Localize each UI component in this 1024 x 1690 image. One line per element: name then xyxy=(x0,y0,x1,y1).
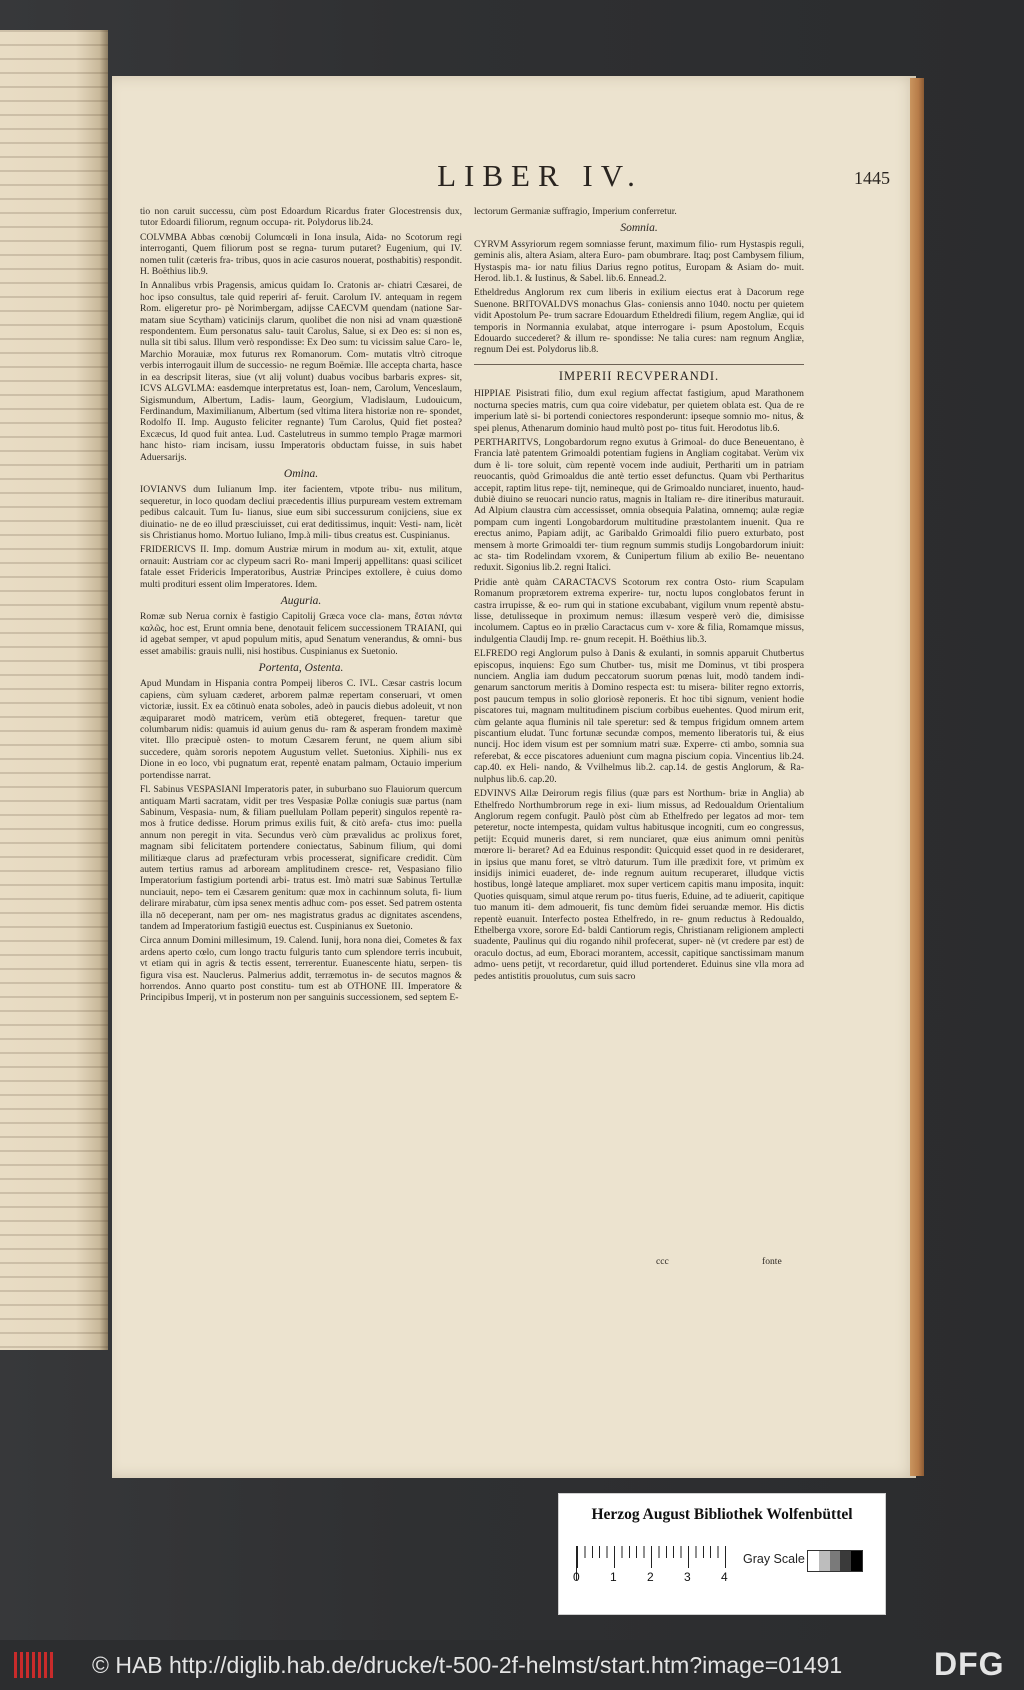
ruler-ticks xyxy=(577,1546,727,1568)
gray-scale-label: Gray Scale xyxy=(743,1552,805,1566)
right-text-column xyxy=(474,206,804,1356)
color-target-card xyxy=(558,1493,886,1615)
paragraph: Circa annum Domini millesimum, 19. Calend. Iunij, hora nona diei, Cometes & fax ardens aperto cœlo, cum longo tractu fulguris tanto cum splendore terris incubuit, vt etiam qui in agris & tectis essent, terrerentur. Euanescente hiatu, serpen- tis figura visa est. Nauclerus. Palmerius addit, terræmotus in- de secutos magnos & horrendos. Anno quarto post constitu- tum est ab OTHONE III. Imperatore & Principibus Imperij, vt in posterum non per sanguinis successionem, sed septem E- xyxy=(140,935,462,1004)
ruler-number: 0 xyxy=(573,1570,580,1584)
paragraph: lectorum Germaniæ suffragio, Imperium conferretur. xyxy=(474,206,677,217)
ruler-number: 2 xyxy=(647,1570,654,1584)
page-fore-edge xyxy=(910,78,924,1476)
paragraph: ELFREDO regi Anglorum pulso à Danis & exulanti, in somnis apparuit Chutbertus episcopus, inquiens: Ego sum Chutber- tus, misit me Dominus, vt tibi prospera nunciem. Anglia iam dudum peccatorum suorum pœnas luit, modò tandem indi- genarum sanctorum meritis à Domino respecta est: tu misera- biliter regno extorris, post paucum tempus in solio gloriosè reponeris. Et hoc tibi signum, venient hodie piscatores tui, magnam multitudinem piscium corbibus euehentes. Quod mirum erit, cùm gelante aqua fluminis nil tale speretur: sed & tempus frigidum omnem artem piscantium eludat. Tunc fortunæ secundæ compos, memento liberatoris tui, & eius nuncij. Hoc idem visum est per somnium matri suæ. Experre- cti ambo, somnia sua referebat, & ecce piscatores adueniunt cum magna piscium copia. Vincentius lib.24. cap.40. ex Heli- nando, & Vvilhelmus lib.2. cap.14. de gestis Anglorum, & Ra- nulphus lib.6. cap.20. xyxy=(474,648,804,785)
institution-name: Herzog August Bibliothek Wolfenbüttel xyxy=(591,1506,853,1523)
paragraph: IOVIANVS dum Iulianum Imp. iter facientem, vtpote tribu- nus militum, sequeretur, in loco quodam decliui præcedentis illius purpuream vestem extremam pedibus calcauit. Tum Iu- lianus, siue eum sibi successurum conijciens, siue ex diuinatio- ne de eo illud præsciuisset, cui erat deditissimus, inquit: Vesti- nam, licèt sis Christianus homo. Mortuo Iuliano, Imp.à mili- tibus creatus est. Cuspinianus. xyxy=(140,484,462,541)
facing-page-edge xyxy=(0,30,108,1350)
source-url[interactable]: © HAB http://diglib.hab.de/drucke/t-500-2f-helmst/start.htm?image=01491 xyxy=(92,1652,843,1678)
paragraph: Pridie antè quàm CARACTACVS Scotorum rex contra Osto- rium Scapulam Romanum proprætorem extrema experire- tur, noctu lupos conglobatos ferunt in castra irrupisse, & eo- rum qui in statione excubabant, vigilum vnum repentè abstu- lisse, detulisseque in proximum nemus: illæsum vesperè verò die, dimisisse incolumem. Captus eo in prælio Caractacus cum v- xore & filia, Romamque missus, indulgentia Claudij Imp. re- gnum recepit. H. Boëthius lib.3. xyxy=(474,576,804,645)
gray-swatch-patch xyxy=(840,1551,851,1571)
page-header xyxy=(112,158,916,198)
facing-page-text-lines xyxy=(0,30,108,1350)
gray-swatch-patch xyxy=(808,1551,819,1571)
paragraph: HIPPIAE Pisistrati filio, dum exul regium affectat fastigium, apud Marathonem nocturna species matris, cum qua coire videbatur, per quietem oblata est. Qua de re imperium latè si- bi portendi coniectores responderunt: ipseque somnio mo- nitus, & spei plenus, Athenarum dominio haud multò post po- titus fuit. Herodotus lib.6. xyxy=(474,388,804,434)
catchword: fonte xyxy=(762,1256,782,1267)
ruler-number: 1 xyxy=(610,1570,617,1584)
running-title: LIBER IV. xyxy=(437,158,643,193)
page-number: 1445 xyxy=(854,168,890,188)
gray-swatch-patch xyxy=(851,1551,862,1571)
paragraph: EDVINVS Allæ Deirorum regis filius (quæ pars est Northum- briæ in Anglia) ab Ethelfredo Northumbrorum rege in exi- lium missus, ad Redoualdum Orientalium Anglorum regem confugit. Paulò pòst cùm ab Ethelfredo per legatos ad mor- tem peteretur, nocte intempesta, quidam vultus habitusque incogniti, cum eo congressus, petijt: Ecquid muneris daret, si rem nunciaret, quæ eius animum omni penitùs mœrore li- beraret? Ad ea Eduinus respondit: Quicquid esset quod in re desideraret, in ipsius que manu foret, se vltrò daturum. Tum ille prædixit fore, vt primùm ex insidijs inimici euaderet, de- inde regnum auitum recuperaret, illudque victis hostibus, longè lateque ampliaret. mox super verticem capitis manu imposita, inquit: Quoties quisquam, simul atque rerum po- titus fueris, Eduine, ad te adiuerit, capitique tuo manum iti- dem admouerit, fis tunc demùm fidei seruandæ memor. His dictis repentè euanuit. Interfecto postea Ethelfredo, in re- gnum reductus à Redoualdo, Ethelberga vxore, sorore Ed- baldi Cantiorum regis, Christianam religionem amplecti suadente, Paulinus qui diu rogando nihil profecerat, super- nè (vt credere par est) de oraculo doctus, ad eum, Eboraci morantem, accessit, capitique sanctissimam manum admo- uens petijt, vt recordaretur, quid illud portenderet. Eduinus sine vlla mora ad pedes antistitis prouolutus, cum suis sacro xyxy=(474,788,804,982)
viewer-footer xyxy=(0,1640,1024,1690)
section-heading: Omina. xyxy=(283,467,319,480)
signature-mark: ccc xyxy=(656,1256,669,1267)
gray-swatch-patch xyxy=(830,1551,841,1571)
paragraph: Romæ sub Nerua cornix è fastigio Capitolij Græca voce cla- mans, ἔσται πάντα καλῶς, hoc est, Erunt omnia bene, denotauit felicem successionem TRAIANI, qui id agebat semper, vt apud populum mitis, apud Senatum venerandus, & omni- bus esset amabilis: grauis nulli, nisi hostibus. Cuspinianus ex Suetonio. xyxy=(140,611,462,657)
paragraph: COLVMBA Abbas cœnobij Columcœli in Iona insula, Aida- no Scotorum regi interroganti, Quem filiorum post se regna- turum putaret? Eugenium, qui IV. nomen tulit (cæteris fra- tribus, quos in acie casuros nouerat, posthabitis) respondit. H. Boëthius lib.9. xyxy=(140,231,462,278)
paragraph: Etheldredus Anglorum rex cum liberis in exilium eiectus erat à Dacorum rege Suenone. BRITOVALDVS monachus Glas- coniensis anno 1040. noctu per quietem vidit Apostolum Pe- trum sacrare Edouardum Etheldredi filium, regem Angliæ, qui id temporis in Normannia exulabat, atque interrogare i- psum Apostolum, Ecquis Edouardo succederet? & illum re- spondisse: Ne talia cures: nam regnum Angliæ, regnum Dei est. Polydorus lib.8. xyxy=(474,287,804,356)
paragraph: CYRVM Assyriorum regem somniasse ferunt, maximum filio- rum Hystaspis reguli, geminis alis, altera Asiam, altera Euro- pam obumbrare. Itaq; post Cambysem filium, Hystaspis ma- ior natu filius Darius regno potitus, Europam & Asiam do- muit. Herod. lib.1. & Iustinus, & Sabel. lib.6. Ennead.2. xyxy=(474,238,804,285)
ruler-numbers xyxy=(573,1570,733,1584)
ruler-number: 4 xyxy=(721,1570,728,1584)
gray-scale-swatch xyxy=(807,1550,863,1572)
paragraph: Apud Mundam in Hispania contra Pompeij liberos C. IVL. Cæsar castris locum capiens, cùm syluam cæderet, arborem palmæ repertam conseruari, vt omen victoriæ, iussit. Ex ea cōtinuò enata soboles, adeò in paucis diebus adoleuit, vt non æquipararet modò matricem, verùm etiā obtegeret, frequen- taretur que columbarum nidis: quamuis id auium genus du- ram & asperam frondem maximè vitet. Illo præcipuè osten- to motum Cæsarem ferunt, ne quem alium sibi succedere, quàm sororis nepotem Augustum vellet. Suetonius. Xiphili- nus ex Dione in eo loco, vbi pugnatum erat, repentè enatam palmam, Octauio imperium portendisse narrat. xyxy=(140,678,462,781)
paragraph: In Annalibus vrbis Pragensis, amicus quidam Io. Cratonis ar- chiatri Cæsarei, de hoc ipso consultus, tale quid reperiri af- feruit. Carolum IV. antequam in regem Rom. eligeretur pro- pè Norimbergam, adijsse CAECVM quendam (natione Sar- matam siue Scytham) vaticinijs clarum, quolibet die non nisi ad vnam quæstionē respondentem. Eum personatus salu- tauit Carolus, Salue, si ex Deo es: si non es, nulla sit tibi salus. Illum verò respondisse: Ex Deo sum: tu vicissim salue Caro- le, Marchio Morauiæ, mox futurus rex Romanorum. Com- mutatis vltrò citroque verbis interrogauit illum de successio- ne regum Boëmiæ. Ille accepta charta, hasce in ea descripsit literas, siue (vt alij volunt) duabus vocibus barbaris expres- sit, ICVS ALGVLMA: easdemque interpretatus est, Ioan- nem, Carolum, Venceslaum, Sigismundum, Albertum, Ladis- laum, Georgium, Vladislaum, Ludouicum, Ferdinandum, Maximilianum, Albertum (sed vltima litera historiæ non re- spondet, Rodolfo II. Imp. Augusto feliciter regnante) Tum Carolus, Quid fiet postea? Excæcus, Id quod fuit antea. Lud. Castelutreus in summo templo Pragæ marmori hanc histo- riam incisam, iussu Imperatoris obductam fuisse, in suis habet Aduersarijs. xyxy=(140,280,462,463)
dfg-logo: DFG xyxy=(934,1646,1005,1682)
left-text-column xyxy=(140,206,462,1356)
section-heading: Auguria. xyxy=(280,595,322,607)
section-heading-major: IMPERII RECVPERANDI. xyxy=(474,364,804,382)
section-heading: Portenta, Ostenta. xyxy=(258,662,344,675)
section-heading: Somnia. xyxy=(620,222,658,235)
hab-logo-icon xyxy=(14,1652,54,1678)
book-page xyxy=(112,76,916,1478)
paragraph: FRIDERICVS II. Imp. domum Austriæ mirum in modum au- xit, extulit, atque ornauit: Austriam cor ac clypeum sacri Ro- mani Imperij appellitans: quasi scilicet fatale esset Fridericis Imperatoribus, Austriæ Principes extollere, è cuius domo multi prodituri essent olim Imperatores. Idem. xyxy=(140,544,462,590)
paragraph: tio non caruit successu, cùm post Edoardum Ricardus frater Glocestrensis dux, tutor Edoardi filiorum, regnum occupa- rit. Polydorus lib.24. xyxy=(140,206,462,229)
ruler-number: 3 xyxy=(684,1570,691,1584)
paragraph: PERTHARITVS, Longobardorum regno exutus à Grimoal- do duce Beneuentano, è Francia latè patentem Grimoaldi potentiam fugiens in Angliam cogitabat. Verùm vix dum è li- tore soluit, cùm repentè vocem inde audiuit, Perthariti um in patriam reuocantis, quòd Grimoaldus die antè tertio esset defunctus. Quam vbi Pertharitus accepit, raptim litus repe- tijt, nemineque, qui de Grimoaldo nunciaret, inuento, haud- dubiè diuino se reuocari nuncio ratus, magnis in Italiam re- dire itineribus maturauit. Ad Alpium claustra cùm accessisset, omnia obsequia Palatina, omnemq; aulæ regiæ pompam cum ingenti Longobardorum multitudine præstolantem inuenit. Qua re erectus animo, Papiam adijt, ac Garibaldo Grimoaldi filio puero exturbato, post mensem à morte Grimoaldi ter- tium regnum summis studijs Longobardorum iniuit: ac sta- tim Rodelindam vxorem, & Cunipertum filium ab exilio Be- neuentano reduxit. Sigonius lib.2. regni Italici. xyxy=(474,436,804,574)
scale-ruler xyxy=(573,1546,728,1584)
gray-swatch-patch xyxy=(819,1551,830,1571)
paragraph: Fl. Sabinus VESPASIANI Imperatoris pater, in suburbano suo Flauiorum quercum antiquam Marti sacratam, vidit per tres Vespasiæ Pollæ coniugis suæ partus (nam Sabinum, Vespasia- num, & filiam puellulam Pollam peperit) singulos repentè ra- mos à frutice dedisse. Horum primus exilis fuit, & citò arefa- ctus imo: puella annum non peregit in vita. Secundus verò cùm prævalidus ac prolixus foret, magnam sibi felicitatem portendere coniectatus, Sabinum filium, qui domi militiæque clarus ad præfecturam vrbis processerat, significare credidit. Cùm autem tertius ramus ad arboream amplitudinem cresce- ret, Vespasiano filio Imperatorium fastigium portendi arbi- tratus est. Imò matri suæ Sabinus Tertullæ nunciauit, nepo- tem ei Cæsarem genitum: quæ mox in cachinnum soluta, fi- lium delirare mirabatur, cùm ipsa senex mentis adhuc com- pos esset. Sed patrem ostenta illa nō deceperant, nam per om- nes magistratus gradus ac dignitates ascendens, tandem ad Imperatorium fastigiū euectus est. Cuspinianus ex Suetonio. xyxy=(140,784,462,932)
